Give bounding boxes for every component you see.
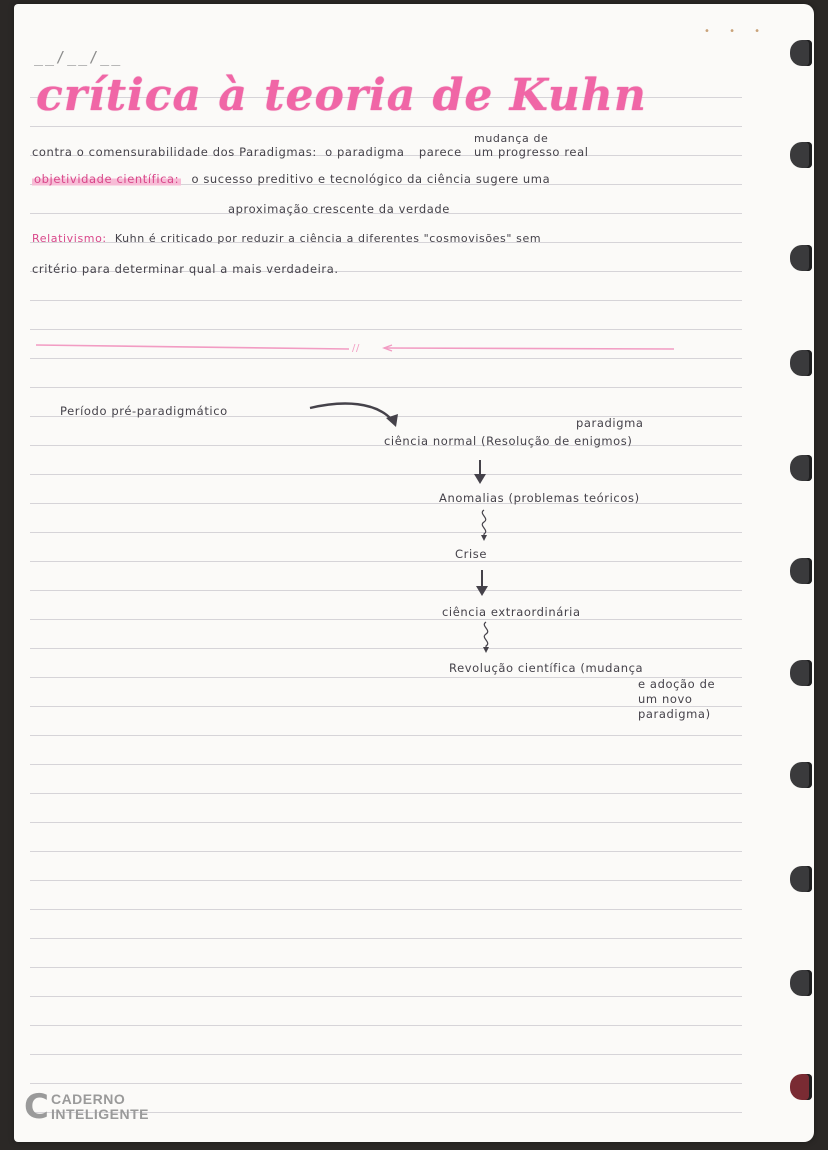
binder-ring [790,660,812,686]
ruled-line [30,329,742,330]
binder-ring [790,866,812,892]
binder-ring [790,40,812,66]
ruled-line [30,474,742,475]
binder-ring [790,762,812,788]
binder-ring [790,1074,812,1100]
ruled-line [30,358,742,359]
paradigm-label: paradigma [576,416,644,430]
logo-mark: C [24,1087,49,1127]
logo-line-2: INTELIGENTE [50,1106,150,1122]
ruled-line [30,590,742,591]
separator-mark: // [352,343,360,354]
ruled-line [30,619,742,620]
ruled-line [30,822,742,823]
anomalies: Anomalias (problemas teóricos) [439,491,640,505]
line1-rest-c: um progresso real [474,145,589,159]
line1-rest-a: o paradigma [325,145,405,159]
logo-line-1: CADERNO [50,1091,126,1107]
note-line-2 [32,172,550,186]
binder-rings [782,0,828,1150]
ruled-line [30,648,742,649]
binder-ring [790,558,812,584]
ruled-line [30,967,742,968]
ruled-line [30,300,742,301]
date-placeholder: __/__/__ [34,48,123,66]
line4-text: Kuhn é criticado por reduzir a ciência a diferentes "cosmovisões" sem [114,232,542,245]
line1-rest-b: parece [418,145,462,159]
note-line-3: aproximação crescente da verdade [228,202,450,216]
pre-paradigm-period: Período pré-paradigmático [60,404,228,418]
ruled-line [30,735,742,736]
ruled-line [30,706,742,707]
ruled-line [30,1025,742,1026]
binder-ring [790,350,812,376]
binder-ring [790,970,812,996]
revolution-line-2: e adoção de [638,677,716,691]
extraordinary-science: ciência extraordinária [442,605,581,619]
note-line-5: critério para determinar qual a mais verdadeira. [32,262,339,276]
normal-science: ciência normal (Resolução de enigmos) [384,434,633,448]
ruled-line [30,1054,742,1055]
ruled-line [30,909,742,910]
crisis: Crise [455,547,488,561]
revolution-line-4: paradigma) [638,707,711,721]
ruled-line [30,793,742,794]
revolution-line-3: um novo [638,692,693,706]
page-title: crítica à teoria de Kuhn [36,70,647,121]
revolution-line-1: Revolução científica (mudança [449,661,644,675]
note-line-1 [32,145,589,159]
ruled-line [30,387,742,388]
note-line-4 [32,232,541,245]
ruled-line [30,532,742,533]
binder-ring [790,142,812,168]
insert-above-text: mudança de [474,132,549,145]
ruled-line [30,1083,742,1084]
relativism-label: Relativismo: [32,232,107,245]
corner-dots: • • • [704,26,769,37]
ruled-line [30,764,742,765]
objectivity-label: objetividade científica: [34,172,180,186]
line1-prefix: contra o comensurabilidade dos Paradigmas: [32,145,317,159]
ruled-line [30,126,742,127]
line2-text: o sucesso preditivo e tecnológico da ciência sugere uma [191,172,551,186]
notebook-page [14,4,814,1142]
ruled-line [30,938,742,939]
caderno-inteligente-logo [24,1087,150,1127]
ruled-line [30,996,742,997]
binder-ring [790,455,812,481]
ruled-line [30,561,742,562]
ruled-line [30,677,742,678]
ruled-line [30,880,742,881]
binder-ring [790,245,812,271]
ruled-line [30,851,742,852]
